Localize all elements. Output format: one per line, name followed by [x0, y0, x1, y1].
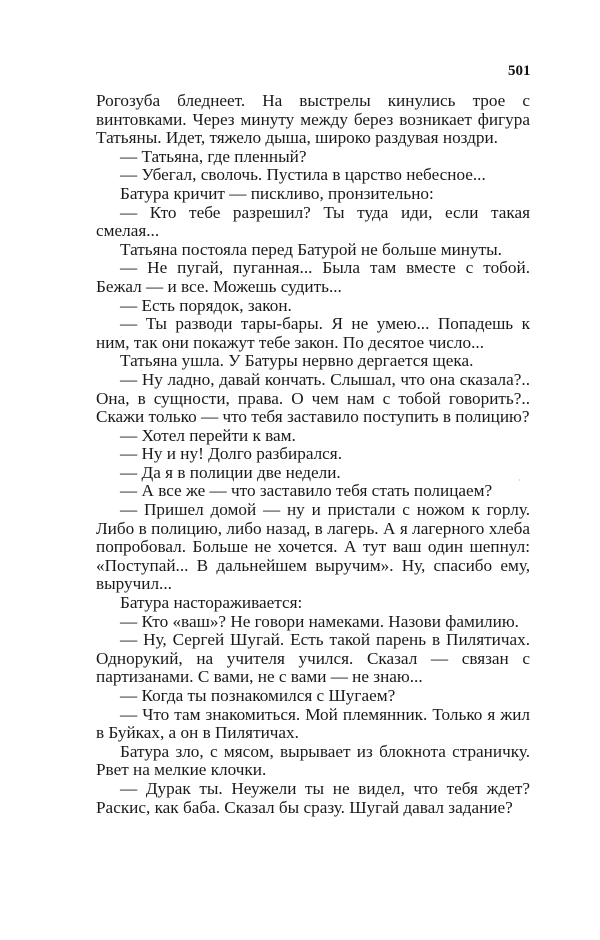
paragraph: — Ну ладно, давай кончать. Слышал, что она сказала?.. Она, в сущности, права. О чем нам с тобой говорить?.. Скажи только — что тебя заставило поступить в полицию? — [96, 369, 530, 427]
paragraph: — Дурак ты. Неужели ты не видел, что тебя ждет? Раскис, как баба. Сказал бы сразу. Шугай давал задание? — [96, 778, 530, 817]
paragraph: — Кто «ваш»? Не говори намеками. Назови фамилию. — [120, 611, 519, 631]
paragraph: Батура зло, с мясом, вырывает из блокнота страничку. Рвет на мелкие клочки. — [96, 741, 530, 780]
page-number: 501 — [508, 63, 531, 79]
paragraph: — Ну и ну! Долго разбирался. — [120, 444, 343, 464]
paragraph: — Да я в полиции две недели. — [120, 462, 341, 482]
paragraph: — Есть порядок, закон. — [120, 295, 292, 315]
page-text — [96, 92, 530, 817]
paragraph: — Ну, Сергей Шугай. Есть такой парень в Пилятичах. Однорукий, на учителя учился. Сказал — связан с партизанами. С вами, не с вами — не знаю... — [96, 630, 530, 687]
paragraph: Татьяна ушла. У Батуры нервно дергается щека. — [120, 351, 474, 371]
paragraph: — Хотел перейти к вам. — [120, 425, 296, 445]
paragraph: Татьяна постояла перед Батурой не больше минуты. — [120, 239, 502, 259]
paragraph: — Убегал, сволочь. Пустила в царство небесное... — [120, 165, 486, 185]
paragraph: Рогозуба бледнеет. На выстрелы кинулись трое с винтовками. Через минуту между берез возникает фигура Татьяны. Идет, тяжело дыша, широко раздувая ноздри. — [96, 91, 530, 148]
paragraph: — Что там знакомиться. Мой племянник. Только я жил в Буйках, а он в Пилятичах. — [96, 704, 530, 743]
paragraph: — Кто тебе разрешил? Ты туда иди, если такая смелая... — [96, 202, 530, 241]
paragraph: Батура настораживается: — [120, 593, 303, 613]
paragraph: — Когда ты познакомился с Шугаем? — [120, 686, 396, 705]
paragraph: — Пришел домой — ну и пристали с ножом к горлу. Либо в полицию, либо назад, в лагерь. А я лагерного хлеба попробовал. Больше не хочется. А тут ваш один шепнул: «Поступай... В дальнейшем выручим». Ну, спасибо ему, выручил... — [96, 500, 530, 594]
paragraph: — Ты разводи тары-бары. Я не умею... Попадешь к ним, так они покажут тебе закон. По десятое число... — [96, 314, 530, 352]
print-speck: · — [518, 476, 521, 485]
paragraph: — Татьяна, где пленный? — [120, 146, 307, 166]
paragraph: — А все же — что заставило тебя стать полицаем? — [120, 481, 493, 501]
paragraph: Батура кричит — пискливо, пронзительно: — [120, 183, 434, 203]
paragraph: — Не пугай, пуганная... Была там вместе с тобой. Бежал — и все. Можешь судить... — [96, 258, 530, 296]
